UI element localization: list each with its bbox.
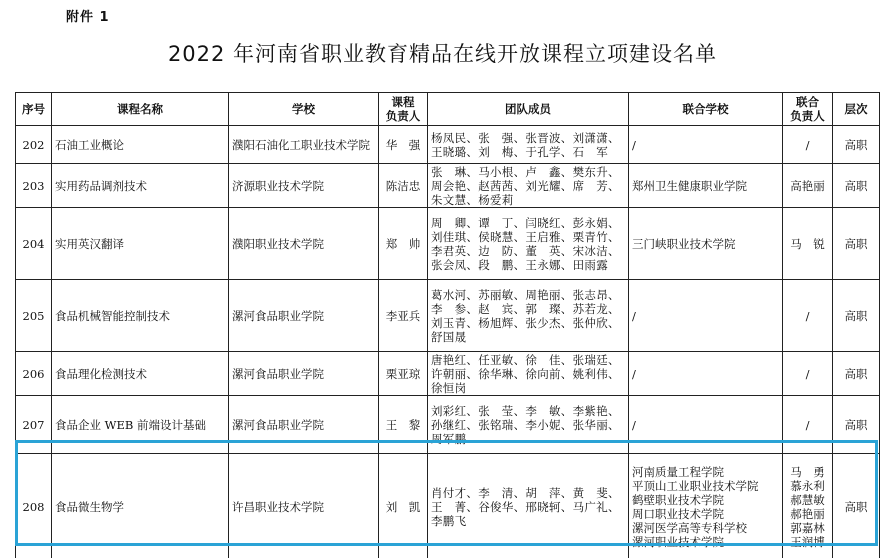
co-leader-name: 慕永利	[790, 478, 825, 493]
cell-co-leader	[783, 208, 833, 280]
cell-level: 高职	[833, 396, 880, 454]
cell-team: 肖付才、李 清、胡 萍、黄 斐、王 菁、谷俊华、邢晓轲、马广礼、李鹏飞	[428, 454, 629, 558]
cell-partner	[629, 454, 783, 558]
cell-level: 高职	[833, 454, 880, 558]
co-leader-name: /	[805, 366, 810, 381]
cell-school: 濮阳石油化工职业技术学院	[229, 126, 379, 164]
partner-school: /	[632, 366, 636, 381]
cell-school: 濮阳职业技术学院	[229, 208, 379, 280]
cell-co-leader	[783, 126, 833, 164]
cell-leader: 栗亚琼	[379, 352, 428, 396]
cell-seq: 206	[16, 352, 52, 396]
partner-school: /	[632, 417, 636, 432]
cell-seq: 207	[16, 396, 52, 454]
co-leader-name: /	[805, 137, 810, 152]
partner-school: 三门峡职业技术学院	[632, 236, 736, 251]
partner-school: 漯河职业技术学院	[632, 534, 724, 549]
header-partner: 联合学校	[629, 93, 783, 126]
course-list-table	[15, 92, 880, 558]
cell-level: 高职	[833, 352, 880, 396]
table-row	[16, 208, 880, 280]
partner-school: 周口职业技术学院	[632, 506, 724, 521]
cell-co-leader	[783, 352, 833, 396]
table-body	[16, 126, 880, 558]
partner-school: 鹤壁职业技术学院	[632, 492, 724, 507]
cell-co-leader	[783, 396, 833, 454]
cell-course: 食品微生物学	[52, 454, 229, 558]
header-co-leader	[783, 93, 833, 126]
header-level: 层次	[833, 93, 880, 126]
cell-course: 食品理化检测技术	[52, 352, 229, 396]
attachment-label: 附件 1	[66, 10, 110, 25]
cell-course: 石油工业概论	[52, 126, 229, 164]
cell-seq: 208	[16, 454, 52, 558]
cell-team: 葛水河、苏丽敏、周艳丽、张志昂、李 参、赵 宾、郭 璨、苏若龙、刘玉青、杨旭辉、张少杰、张仲欣、舒国晟	[428, 280, 629, 352]
table-row	[16, 454, 880, 558]
co-leader-name: 郭嘉林	[790, 520, 825, 535]
cell-partner	[629, 396, 783, 454]
cell-seq: 204	[16, 208, 52, 280]
partner-school: 郑州卫生健康职业学院	[632, 178, 747, 193]
cell-partner	[629, 280, 783, 352]
co-leader-name: /	[805, 308, 810, 323]
cell-leader: 李亚兵	[379, 280, 428, 352]
cell-school: 济源职业技术学院	[229, 164, 379, 208]
table-row	[16, 126, 880, 164]
table-row	[16, 396, 880, 454]
cell-partner	[629, 208, 783, 280]
header-co-leader-line1: 联合	[796, 95, 819, 109]
co-leader-name: 马 锐	[790, 236, 825, 251]
cell-seq: 202	[16, 126, 52, 164]
cell-leader: 王 黎	[379, 396, 428, 454]
cell-leader: 陈洁忠	[379, 164, 428, 208]
header-co-leader-line2: 负责人	[790, 109, 825, 123]
cell-course: 实用英汉翻译	[52, 208, 229, 280]
partner-school: 平顶山工业职业技术学院	[632, 478, 759, 493]
co-leader-name: 马 勇	[790, 464, 825, 479]
cell-partner	[629, 126, 783, 164]
cell-team: 周 卿、谭 丁、闫晓红、彭永娟、刘佳琪、侯晓慧、王启雅、栗青竹、李君英、边 防、董 英、宋冰洁、张会凤、段 鹏、王永娜、田雨露	[428, 208, 629, 280]
co-leader-name: 郝艳丽	[790, 506, 825, 521]
header-leader-line1: 课程	[391, 95, 415, 109]
partner-school: 河南质量工程学院	[632, 464, 724, 479]
header-seq: 序号	[16, 93, 52, 126]
cell-co-leader	[783, 280, 833, 352]
header-team: 团队成员	[428, 93, 629, 126]
co-leader-name: 郝慧敏	[790, 492, 825, 507]
table-header-row	[16, 93, 880, 126]
cell-team: 杨凤民、张 强、张晋波、刘潇潇、王晓璐、刘 梅、于孔学、石 军	[428, 126, 629, 164]
cell-co-leader	[783, 164, 833, 208]
cell-team: 张 琳、马小根、卢 鑫、樊东升、周会艳、赵茜茜、刘光耀、席 芳、朱文慧、杨爱莉	[428, 164, 629, 208]
cell-school: 许昌职业技术学院	[229, 454, 379, 558]
cell-level: 高职	[833, 208, 880, 280]
cell-leader: 华 强	[379, 126, 428, 164]
co-leader-name: 王润博	[790, 534, 825, 549]
cell-partner	[629, 352, 783, 396]
partner-school: /	[632, 308, 636, 323]
cell-leader: 郑 帅	[379, 208, 428, 280]
table-row	[16, 164, 880, 208]
header-course: 课程名称	[52, 93, 229, 126]
cell-school: 漯河食品职业学院	[229, 280, 379, 352]
co-leader-name: 高艳丽	[790, 178, 825, 193]
table-row	[16, 280, 880, 352]
cell-school: 漯河食品职业学院	[229, 396, 379, 454]
header-leader	[379, 93, 428, 126]
header-leader-line2: 负责人	[385, 109, 421, 123]
cell-level: 高职	[833, 164, 880, 208]
cell-seq: 203	[16, 164, 52, 208]
partner-school: 漯河医学高等专科学校	[632, 520, 747, 535]
cell-level: 高职	[833, 280, 880, 352]
cell-course: 食品企业 WEB 前端设计基础	[52, 396, 229, 454]
cell-course: 食品机械智能控制技术	[52, 280, 229, 352]
cell-seq: 205	[16, 280, 52, 352]
co-leader-name: /	[805, 417, 810, 432]
cell-partner	[629, 164, 783, 208]
document-title: 2022 年河南省职业教育精品在线开放课程立项建设名单	[167, 42, 718, 66]
cell-course: 实用药品调剂技术	[52, 164, 229, 208]
cell-team: 刘彩红、张 莹、李 敏、李紫艳、孙继红、张铭瑞、李小妮、张华丽、周军鹏	[428, 396, 629, 454]
cell-school: 漯河食品职业学院	[229, 352, 379, 396]
cell-level: 高职	[833, 126, 880, 164]
cell-leader: 刘 凯	[379, 454, 428, 558]
cell-team: 唐艳红、任亚敏、徐 佳、张瑞廷、许朝丽、徐华琳、徐向前、姚利伟、徐恒岗	[428, 352, 629, 396]
table-row	[16, 352, 880, 396]
partner-school: /	[632, 137, 636, 152]
cell-co-leader	[783, 454, 833, 558]
header-school: 学校	[229, 93, 379, 126]
